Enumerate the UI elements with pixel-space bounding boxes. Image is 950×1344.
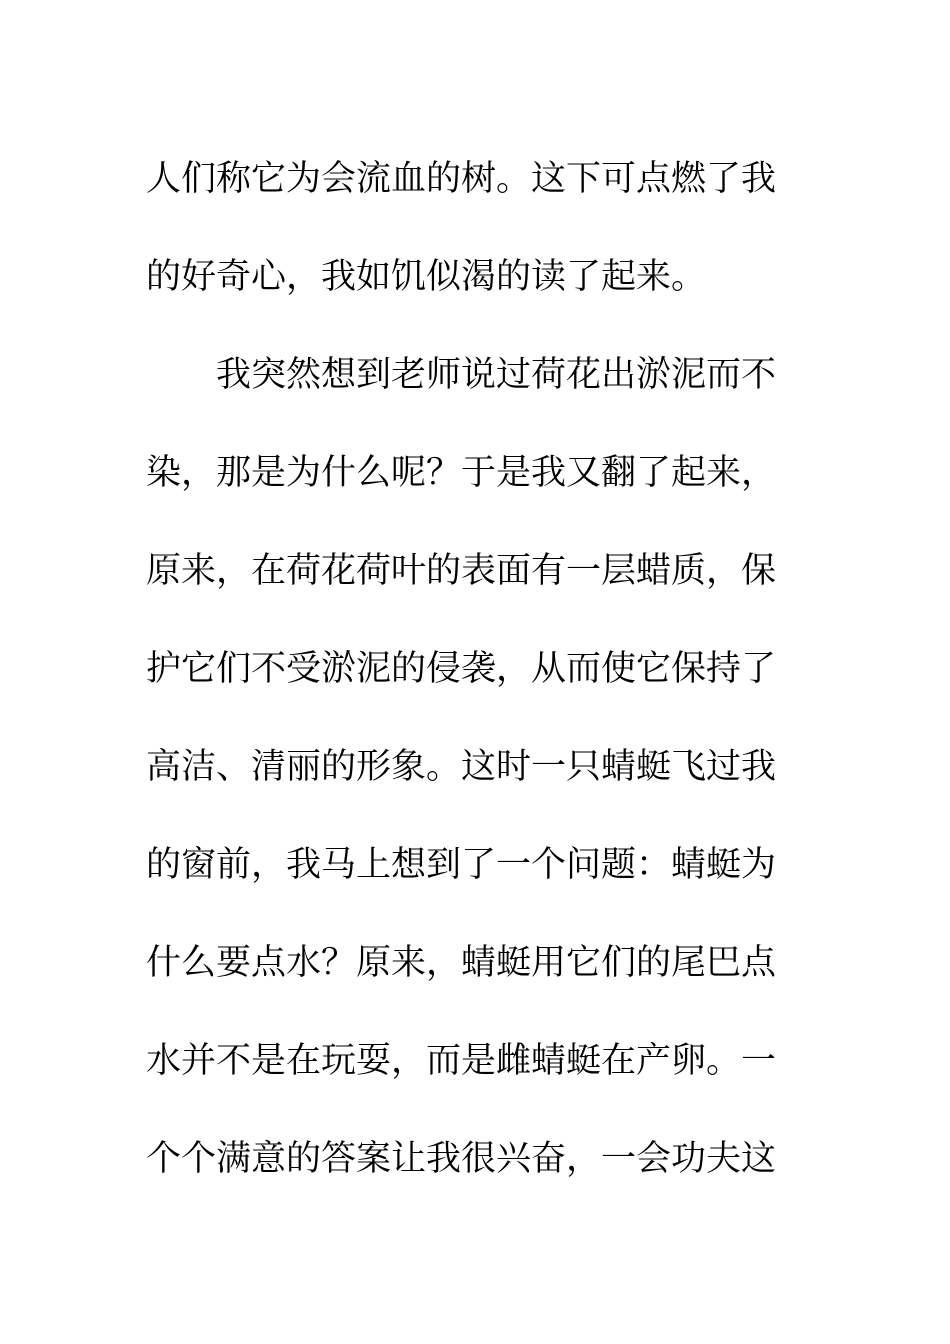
text-line: 高洁、清丽的形象。这时一只蜻蜓飞过我 <box>146 747 777 787</box>
text-line: 什么要点水？原来，蜻蜓用它们的尾巴点 <box>146 943 777 983</box>
paragraph-start-line: 我突然想到老师说过荷花出淤泥而不 <box>216 355 777 395</box>
text-line: 水并不是在玩耍，而是雌蜻蜓在产卵。一 <box>146 1041 777 1081</box>
text-line: 人们称它为会流血的树。这下可点燃了我 <box>146 159 777 199</box>
text-line: 个个满意的答案让我很兴奋，一会功夫这 <box>146 1139 777 1179</box>
text-line: 的好奇心，我如饥似渴的读了起来。 <box>146 257 707 297</box>
body-text <box>146 130 786 1208</box>
text-line: 染，那是为什么呢？于是我又翻了起来， <box>146 453 777 493</box>
text-line: 原来，在荷花荷叶的表面有一层蜡质，保 <box>146 551 777 591</box>
text-line: 护它们不受淤泥的侵袭，从而使它保持了 <box>146 649 777 689</box>
text-line: 的窗前，我马上想到了一个问题：蜻蜓为 <box>146 845 777 885</box>
